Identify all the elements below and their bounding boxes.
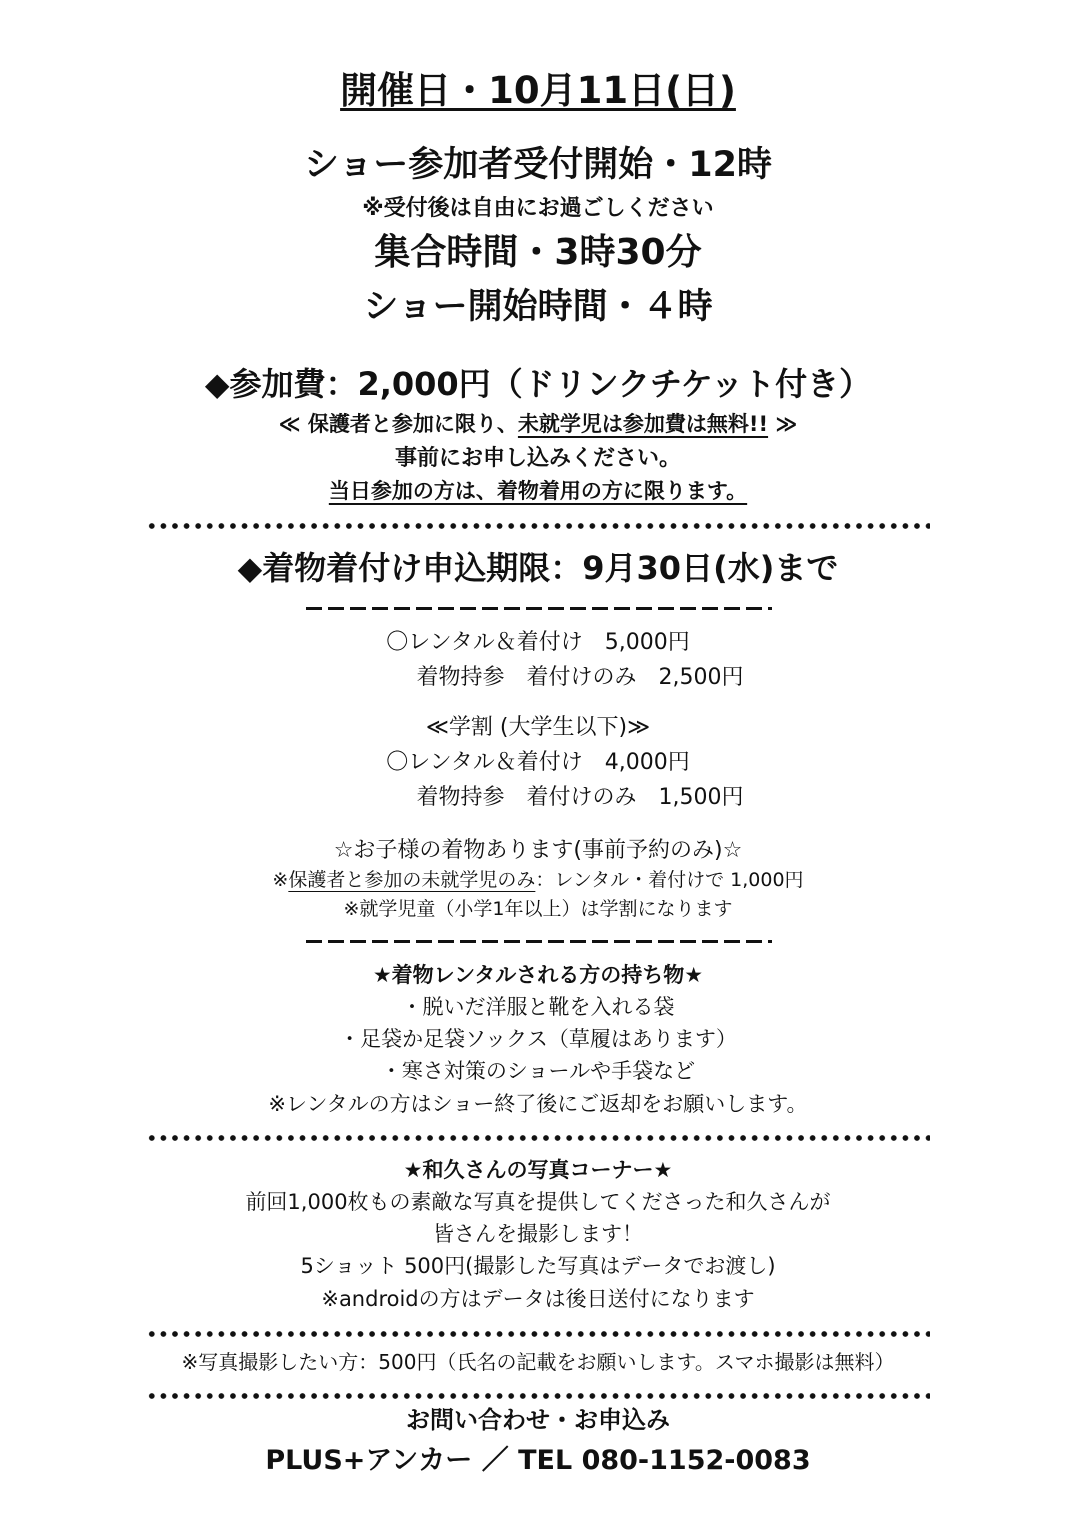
fee-free-note-suffix: ≫ (768, 412, 798, 436)
school-child-note: ※就学児童（小学1年以上）は学割になります (343, 898, 733, 920)
photo-corner-title: ★和久さんの写真コーナー★ (403, 1158, 673, 1182)
dotted-divider (146, 1134, 930, 1142)
student-rental-price: 〇レンタル＆着付け 4,000円 (386, 750, 690, 775)
kimono-deadline: ◆着物着付け申込期限：9月30日(水)まで (237, 549, 839, 587)
reception-time: ショー参加者受付開始・12時 (303, 145, 772, 185)
dotted-divider (146, 1392, 930, 1400)
photo-price: 5ショット 500円(撮影した写真はデータでお渡し) (300, 1254, 776, 1278)
kids-note-underlined: 保護者と参加の未就学児のみ (288, 869, 536, 891)
fee-free-note (0, 412, 1076, 436)
fee-free-note-underlined: 未就学児は参加費は無料!! (517, 412, 769, 436)
student-discount-title: ≪学割 (大学生以下)≫ (425, 715, 651, 740)
kids-kimono-note (0, 870, 1076, 892)
kids-note-suffix: ：レンタル・着付けで 1,000円 (535, 869, 804, 891)
fee-free-note-prefix: ≪ 保護者と参加に限り、 (278, 412, 518, 436)
kids-kimono-title: ☆お子様の着物あります(事前予約のみ)☆ (333, 838, 743, 863)
contact-line: PLUS+アンカー ／ TEL 080-1152-0083 (265, 1445, 811, 1476)
student-dressing-price: 着物持参 着付けのみ 1,500円 (416, 785, 744, 810)
fee-title: ◆参加費：2,000円（ドリンクチケット付き） (204, 365, 872, 403)
rental-return-note: ※レンタルの方はショー終了後にご返却をお願いします。 (268, 1092, 808, 1116)
regular-rental-price: 〇レンタル＆着付け 5,000円 (386, 630, 690, 655)
regular-dressing-price: 着物持参 着付けのみ 2,500円 (416, 665, 744, 690)
dashed-divider (306, 607, 772, 610)
contact-title: お問い合わせ・お申込み (406, 1406, 670, 1434)
photo-corner-line: 前回1,000枚もの素敵な写真を提供してくださった和久さんが (245, 1190, 831, 1214)
belongings-item: ・脱いだ洋服と靴を入れる袋 (401, 995, 675, 1019)
android-note: ※androidの方はデータは後日送付になります (321, 1287, 755, 1311)
photo-corner-line: 皆さんを撮影します！ (433, 1222, 643, 1246)
event-date-heading: 開催日・10月11日(日) (340, 69, 736, 112)
gather-time: 集合時間・3時30分 (374, 232, 702, 273)
belongings-title: ★着物レンタルされる方の持ち物★ (372, 963, 704, 987)
dotted-divider (146, 522, 930, 530)
dashed-divider (306, 940, 772, 943)
photo-fee-note: ※写真撮影したい方：500円（氏名の記載をお願いします。スマホ撮影は無料） (181, 1350, 895, 1374)
reception-note: ※受付後は自由にお過ごしください (362, 196, 714, 221)
same-day-note: 当日参加の方は、着物着用の方に限ります。 (328, 479, 748, 503)
apply-note: 事前にお申し込みください。 (394, 446, 681, 471)
show-start-time: ショー開始時間・４時 (363, 287, 713, 327)
belongings-item: ・足袋か足袋ソックス（草履はあります） (339, 1027, 737, 1051)
dotted-divider (146, 1330, 930, 1338)
kids-note-prefix: ※ (272, 869, 289, 891)
belongings-item: ・寒さ対策のショールや手袋など (380, 1059, 696, 1083)
